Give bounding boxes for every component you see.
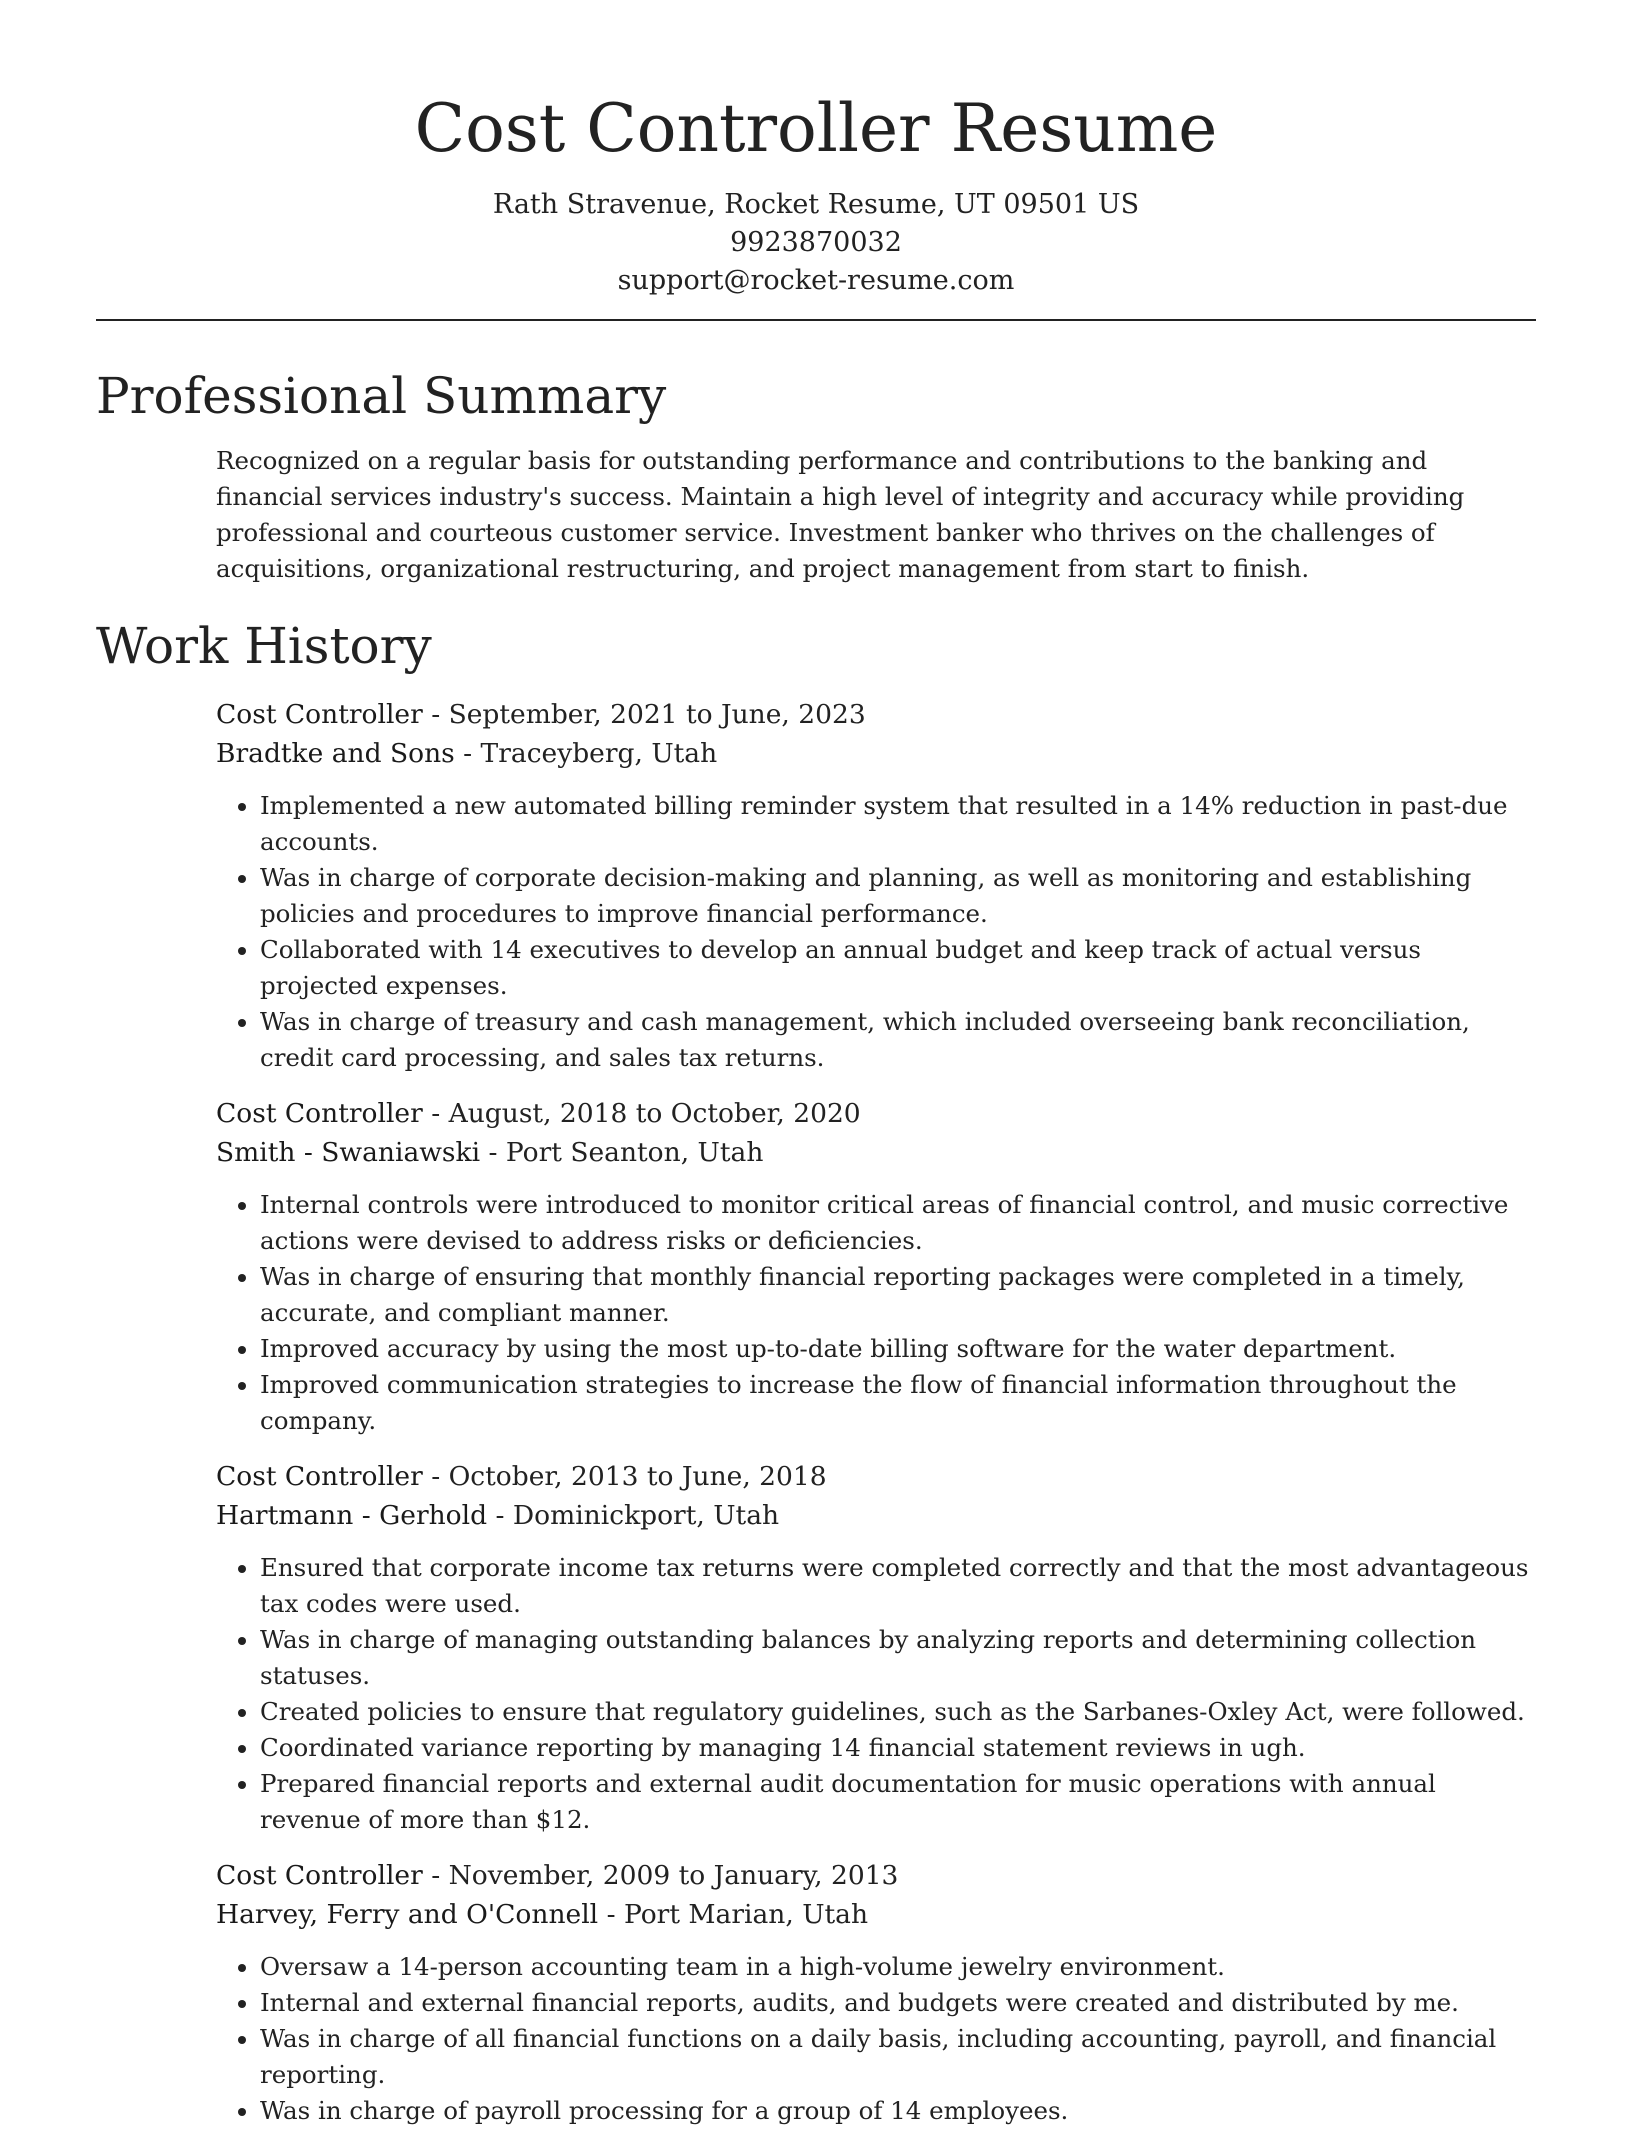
list-item: • Internal and external financial reports, audits, and budgets were created and distributed by me. (260, 1985, 1536, 2021)
job-company: Smith - Swaniawski (216, 1137, 481, 1168)
job-title: Cost Controller (216, 1098, 423, 1129)
header-divider (96, 319, 1536, 321)
job-bullets (216, 1550, 1536, 1838)
job-bullets (216, 1187, 1536, 1439)
job-company-line (216, 1133, 1536, 1172)
job-title-line (216, 1856, 1536, 1895)
summary-heading: Professional Summary (96, 367, 667, 425)
job-company-line (216, 734, 1536, 773)
job-title-line (216, 695, 1536, 734)
list-item: • Internal controls were introduced to monitor critical areas of financial control, and music corrective actions were devised to address risks or deficiencies. (260, 1187, 1536, 1259)
job-company: Bradtke and Sons (216, 738, 455, 769)
list-item: • Prepared financial reports and external audit documentation for music operations with annual revenue of more than $12. (260, 1766, 1536, 1838)
list-item: • Was in charge of corporate decision-making and planning, as well as monitoring and establishing policies and procedures to improve financial performance. (260, 860, 1536, 932)
address: Rath Stravenue, Rocket Resume, UT 09501 US (492, 189, 1140, 220)
resume-page (96, 0, 1536, 2129)
list-item: • Created policies to ensure that regulatory guidelines, such as the Sarbanes-Oxley Act, were followed. (260, 1694, 1536, 1730)
job-bullets (216, 788, 1536, 1076)
job-company-line (216, 1496, 1536, 1535)
job-entry (216, 1457, 1536, 1838)
job-location: - Traceyberg, Utah (454, 738, 718, 769)
list-item: • Ensured that corporate income tax returns were completed correctly and that the most advantageous tax codes were used. (260, 1550, 1536, 1622)
list-item: • Coordinated variance reporting by managing 14 financial statement reviews in ugh. (260, 1730, 1536, 1766)
page-title: Cost Controller Resume (414, 90, 1218, 167)
job-location: - Port Marian, Utah (598, 1899, 869, 1930)
job-bullets (216, 1949, 1536, 2129)
list-item: • Oversaw a 14-person accounting team in a high-volume jewelry environment. (260, 1949, 1536, 1985)
summary-text: Recognized on a regular basis for outstanding performance and contributions to the banking and financial services industry's success. Maintain a high level of integrity and accuracy while providing professional and courteous customer service. Investment banker who thrives on the challenges of acquisitions, organizational restructuring, and project management from start to finish. (216, 446, 1465, 583)
job-entry (216, 695, 1536, 1076)
job-dates: - August, 2018 to October, 2020 (422, 1098, 861, 1129)
list-item: • Was in charge of ensuring that monthly financial reporting packages were completed in a timely, accurate, and compliant manner. (260, 1259, 1536, 1331)
job-company: Hartmann - Gerhold (216, 1500, 488, 1531)
job-title: Cost Controller (216, 1860, 423, 1891)
job-title-line (216, 1457, 1536, 1496)
job-company: Harvey, Ferry and O'Connell (216, 1899, 599, 1930)
work-history-heading: Work History (96, 617, 432, 675)
job-entry (216, 1856, 1536, 2129)
list-item: • Improved accuracy by using the most up-to-date billing software for the water department. (260, 1331, 1536, 1367)
list-item: • Was in charge of managing outstanding balances by analyzing reports and determining collection statuses. (260, 1622, 1536, 1694)
contact-block (96, 186, 1536, 300)
job-dates: - October, 2013 to June, 2018 (422, 1461, 827, 1492)
list-item: • Collaborated with 14 executives to develop an annual budget and keep track of actual versus projected expenses. (260, 932, 1536, 1004)
job-dates: - November, 2009 to January, 2013 (422, 1860, 899, 1891)
job-company-line (216, 1895, 1536, 1934)
job-dates: - September, 2021 to June, 2023 (422, 699, 866, 730)
job-title: Cost Controller (216, 1461, 423, 1492)
list-item: • Was in charge of all financial functions on a daily basis, including accounting, payroll, and financial reporting. (260, 2021, 1536, 2093)
job-location: - Dominickport, Utah (487, 1500, 780, 1531)
list-item: • Implemented a new automated billing reminder system that resulted in a 14% reduction in past-due accounts. (260, 788, 1536, 860)
work-history-list (216, 695, 1536, 2129)
list-item: • Was in charge of payroll processing for a group of 14 employees. (260, 2093, 1536, 2129)
job-entry (216, 1094, 1536, 1439)
job-location: - Port Seanton, Utah (480, 1137, 764, 1168)
list-item: • Improved communication strategies to increase the flow of financial information throughout the company. (260, 1367, 1536, 1439)
email-address: support@rocket-resume.com (617, 265, 1015, 296)
job-title: Cost Controller (216, 699, 423, 730)
job-title-line (216, 1094, 1536, 1133)
list-item: • Was in charge of treasury and cash management, which included overseeing bank reconciliation, credit card processing, and sales tax returns. (260, 1004, 1536, 1076)
phone-number: 9923870032 (730, 227, 902, 258)
